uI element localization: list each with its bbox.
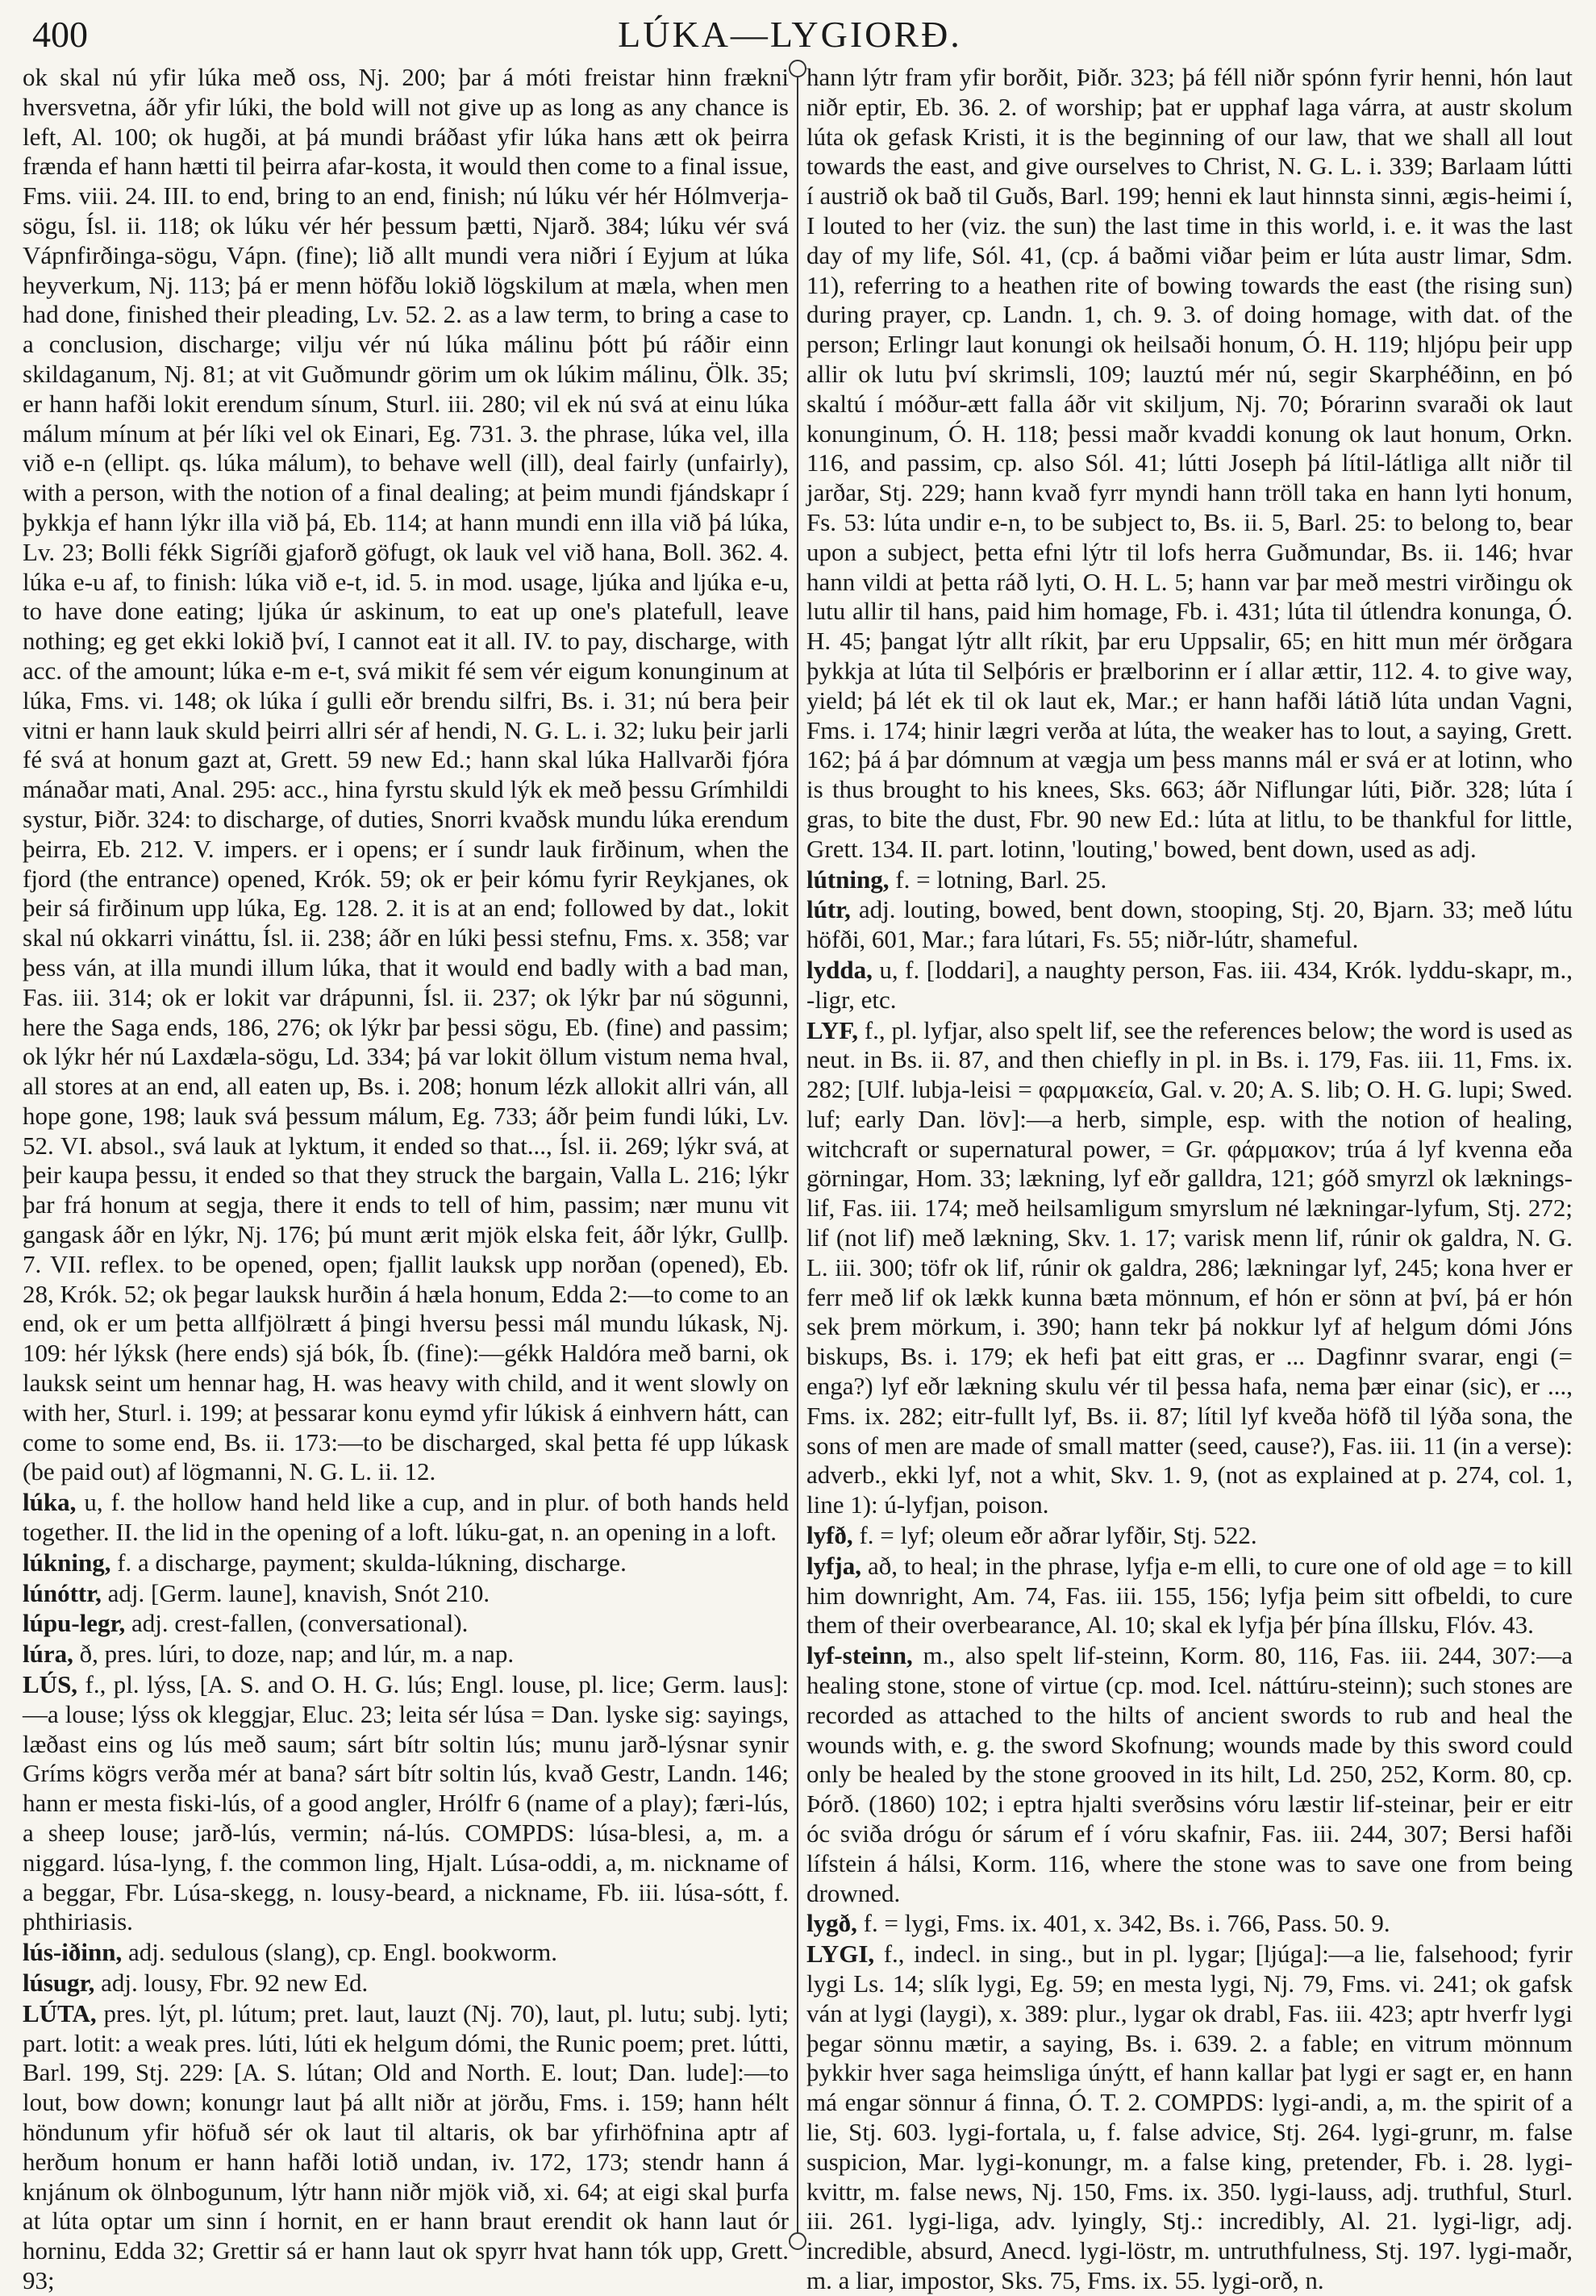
entry-text: u, f. [loddari], a naughty person, Fas. iii. 434, Krók. lyddu-skapr, m., -ligr, etc.: [806, 955, 1573, 1014]
entry-headword: lygð,: [806, 1909, 857, 1938]
entry-text: f., indecl. in sing., but in pl. lygar; [ljúga]:—a lie, falsehood; fyrir lygi Ls. 14; slík lygi, Eg. 59; en mesta lygi, Nj. 79, Fms. vi. 241; ok gafsk ván at lygi (laygi), x. 389: plur., lygar ok drabl, Fas. iii. 423; aptr hverfr lygi þegar sönnu mætir, a saying, Bs. i. 639. 2. a fable; en vitrum mönnum þykkir hver saga heimsliga únýtt, ef hann kallar þat lygi er sagt er, en hann má engar sönnur á finna, Ó. T. 2. COMPDS: lygi-andi, a, m. the spirit of a lie, Stj. 603. lygi-fortala, u, f. false advice, Stj. 264. lygi-grunr, m. false suspicion, Mar. lygi-konungr, m. a false king, pretender, Fb. i. 28. lygi-kvittr, m. false news, Nj. 150, Fms. ix. 350. lygi-lauss, adj. truthful, Sturl. iii. 261. lygi-liga, adv. lyingly, Stj.: incredibly, Al. 21. lygi-ligr, adj. incredible, absurd, Anecd. lygi-löstr, m. untruthfulness, Stj. 197. lygi-maðr, m. a liar, impostor, Sks. 75, Fms. ix. 55. lygi-orð, n.: [806, 1940, 1573, 2294]
dictionary-entry: [806, 1909, 1573, 1939]
entry-text: pres. lýt, pl. lútum; pret. laut, lauzt (Nj. 70), laut, pl. lutu; subj. lyti; part. lotit: a weak pres. lúti, lúti ek helgum dómi, the Runic poem; pret. lútti, Barl. 199, Stj. 229: [A. S. lútan; Old and North. E. lout; Dan. lude]:—to lout, bow down; konungr laut þá allt niðr at jörðu, Fms. i. 159; hann hélt höndunum yfir höfuð sér ok laut til altaris, ok bar yfirhöfnina aptr af herðum honum er hann hafði lotið undan, iv. 172, 173; stendr hann á knjánum ok ölnbogunum, lýtr hann niðr mjök við, xi. 64; at eigi skal þurfa at lúta optar um sinn í hornit, en er hann braut erendit ok hann laut ór horninu, Edda 32; Grettir sá er hann laut ok spyrr hvat hann tók upp, Grett. 93;: [23, 1998, 789, 2294]
entry-headword: lúpu-legr,: [23, 1609, 126, 1638]
dictionary-entry: [806, 1641, 1573, 1908]
dictionary-entry: [23, 1579, 789, 1609]
entry-headword: lyfð,: [806, 1521, 853, 1550]
page-header: [32, 15, 1548, 55]
dictionary-entry: [23, 1609, 789, 1639]
dictionary-entry: [806, 895, 1573, 955]
entry-headword: lútr,: [806, 895, 851, 924]
entry-headword: lús-iðinn,: [23, 1938, 123, 1967]
entry-text: f. = lyf; oleum eðr aðrar lyfðir, Stj. 522.: [859, 1521, 1257, 1550]
column-divider-bottom-ornament: [789, 2232, 806, 2250]
entry-headword: LYF,: [806, 1015, 859, 1044]
page-number: 400: [32, 14, 88, 55]
entry-text: m., also spelt lif-steinn, Korm. 80, 116, Fas. iii. 244, 307:—a healing stone, stone of virtue (cp. mod. Icel. náttúru-steinn); such stones are recorded as attached to the hilts of ancient swords to rub and heal the wounds with, e. g. the sword Skofnung; wounds made by this sword could only be healed by the stone grooved in its hilt, Ld. 250, 252, Korm. 80, cp. Þórð. (1860) 102; i eptra hjalti sverðsins vóru læstir lif-steinar, þeir er eitr óc sviða drógu ór sárum ef í vóru skafnir, Fas. iii. 244, 307; Bersi hafði lífstein á hálsi, Korm. 116, where the stone was to save one from being drowned.: [806, 1641, 1573, 1907]
entry-text: adj. sedulous (slang), cp. Engl. bookworm.: [127, 1938, 558, 1967]
left-column: [23, 63, 790, 2294]
dictionary-entry: [23, 1670, 789, 1937]
entry-headword: lútning,: [806, 865, 890, 894]
entry-text: f. a discharge, payment; skulda-lúkning, discharge.: [117, 1548, 627, 1577]
dictionary-entry: [23, 1548, 789, 1578]
dictionary-entry: [806, 1552, 1573, 1640]
entry-headword: LÚS,: [23, 1670, 78, 1699]
entry-text: f. = lygi, Fms. ix. 401, x. 342, Bs. i. 766, Pass. 50. 9.: [863, 1909, 1390, 1938]
entry-headword: LYGI,: [806, 1940, 875, 1969]
entry-text: ð, pres. lúri, to doze, nap; and lúr, m. a nap.: [79, 1640, 515, 1669]
entry-text: f. = lotning, Barl. 25.: [895, 865, 1107, 894]
right-column: [806, 63, 1573, 2294]
entry-text: ok skal nú yfir lúka með oss, Nj. 200; þar á móti freistar hinn frækni hversvetna, áðr yfir lúki, the bold will not give up as long as any chance is left, Al. 100; ok hugði, at þá mundi bráðast yfir lúka hans ætt ok þeirra frænda ef hann hætti til þeirra afar-kosta, it would then come to a final issue, Fms. viii. 24. III. to end, bring to an end, finish; nú lúku vér hér Hólmverja-sögu, Ísl. ii. 118; ok lúku vér hér þessum þætti, Njarð. 384; lúku vér svá Vápnfirðinga-sögu, Vápn. (fine); lið allt mundi vera niðri í Eyjum at lúka heyverkum, Nj. 113; þá er menn höfðu lokið lögskilum at mæla, when men had done, finished their pleading, Lv. 52. 2. as a law term, to bring a case to a conclusion, discharge; vilju vér nú lúka málinu þótt þú ráðir einn skildaganum, Nj. 81; at vit Guðmundr görim um ok lúkim málinu, Ölk. 35; er hann hafði lokit erendum sínum, Sturl. iii. 280; vil ek nú svá at einu lúka málum mínum at þér líki vel ok Einari, Eg. 731. 3. the phrase, lúka vel, illa við e-n (ellipt. qs. lúka málum), to behave well (ill), deal fairly (unfairly), with a person, with the notion of a final dealing; at þeim mundi fjándskapr í þykkja ef hann lýkr illa við þá, Eb. 114; at hann mundi enn illa við þá lúka, Lv. 23; Bolli fékk Sigríði gjaforð göfugt, ok lauk vel við hana, Boll. 362. 4. lúka e-u af, to finish: lúka við e-t, id. 5. in mod. usage, ljúka and ljúka e-u, to have done eating; ljúka úr askinum, to eat up one's platefull, leave nothing; eg get ekki lokið því, I cannot eat it all. IV. to pay, discharge, with acc. of the amount; lúka e-m e-t, svá mikit fé sem vér eigum konunginum at lúka, Fms. vi. 148; ok lúka í gulli eðr brendu silfri, Bs. i. 31; nú bera þeir vitni er hann lauk skuld þeirri allri sér af hendi, N. G. L. i. 32; luku þeir jarli fé svá at honum gazt at, Grett. 59 new Ed.; hann skal lúka Hallvarði fjóra mánaðar mati, Anal. 295: acc., hina fyrstu skuld lýk ek með þessu Grímhildi systur, Þiðr. 324: to discharge, of duties, Snorri kvaðsk mundu lúka erendum þeirra, Eb. 212. V. impers. er i opens; er í sundr lauk firðinum, when the fjord (the entrance) opened, Krók. 59; ok er þeir kómu fyrir Reykjanes, ok þeir sá firðinum upp lúka, Eg. 128. 2. it is at an end; followed by dat., lokit skal nú okkarri vináttu, Ísl. ii. 238; áðr en lúki þessi stefnu, Fms. x. 358; var þess ván, at illa mundi illum lúka, that it would end badly with a bad man, Fas. iii. 314; ok er lokit var drápunni, Ísl. ii. 237; ok lýkr þar nú sögunni, here the Saga ends, 186, 276; ok lýkr þar þessi sögu, Eb. (fine) and passim; ok lýkr hér nú Laxdæla-sögu, Ld. 334; þá var lokit öllum vistum nema hval, all stores at an end, all eaten up, Bs. i. 208; honum lézk allokit allri ván, all hope gone, 198; lauk svá þessum málum, Eg. 733; áðr þeim fundi lúki, Lv. 52. VI. absol., svá lauk at lyktum, it ended so that..., Ísl. ii. 269; lýkr svá, at þeir kaupa þessu, it ended so that they struck the bargain, Valla L. 216; lýkr þar frá honum at segja, there it ends to tell of him, passim; nær munu vit gangask áðr en lýkr, Nj. 176; þú munt ærit mjök elska feit, áðr lýkr, Gullþ. 7. VII. reflex. to be opened, open; fjallit lauksk upp norðan (opened), Eb. 28, Krók. 52; ok þegar lauksk hurðin á hæla honum, Edda 2:—to come to an end, ok er um þetta allfjölrætt á þingi hversu þessi mál mundu lúkask, Nj. 109: hér lýksk (here ends) sjá bók, Íb. (fine):—gékk Haldóra með barni, ok lauksk seint um hennar hag, H. was heavy with child, and it went slowly on with her, Sturl. i. 199; at þessarar konu eymd yfir lúkisk á einhvern hátt, can come to some end, Bs. ii. 173:—to be discharged, skal þetta fé upp lúkask (be paid out) af lögmanni, N. G. L. ii. 12.: [23, 63, 789, 1486]
dictionary-entry: [806, 1940, 1573, 2296]
entry-headword: lúnóttr,: [23, 1578, 102, 1607]
column-divider: [797, 65, 798, 2242]
entry-text: adj. louting, bowed, bent down, stooping, Stj. 20, Bjarn. 33; með lútu höfði, 601, Mar.; fara lútari, Fs. 55; niðr-lútr, shameful.: [806, 895, 1573, 954]
dictionary-entry: [806, 956, 1573, 1015]
dictionary-entry: [23, 63, 789, 1487]
entry-headword: lúra,: [23, 1640, 73, 1669]
dictionary-entry: [23, 1999, 789, 2296]
dictionary-entry: [23, 1640, 789, 1669]
entry-headword: lydda,: [806, 955, 873, 984]
entry-text: adj. crest-fallen, (conversational).: [131, 1609, 469, 1638]
entry-headword: lúsugr,: [23, 1969, 95, 1997]
dictionary-entry: [806, 1016, 1573, 1521]
entry-text: f., pl. lyfjar, also spelt lif, see the references below; the word is used as neut. in Bs. ii. 87, and then chiefly in pl. in Bs. i. 179, Fas. iii. 11, Fms. ix. 282; [Ulf. lubja-leisi = φαρμακεία, Gal. v. 20; A. S. lib; O. H. G. lupi; Swed. luf; early Dan. löv]:—a herb, simple, esp. with the notion of healing, witchcraft or supernatural power, = Gr. φάρμακον; trúa á lyf kvenna eða görningar, Hom. 33; lækning, lyf eðr galldra, 121; góð smyrzl ok læknings-lif, Fas. iii. 174; með heilsamligum smyrslum né lækningar-lyfum, Stj. 272; lif (not lif) með lækning, Skv. 1. 17; varisk menn lif, rúnir ok galdra, N. G. L. iii. 300; töfr ok lif, rúnir ok galdra, 286; lækningar lyf, 245; kona hver er ferr með lif ok lækk kunna bæta mönnum, ef hón er sönn at því, þá er hón sek þrem mörkum, i. 390; hann tekr þá nokkur lyf af helgum dómi Jóns biskups, Bs. i. 179; ek hefi þat eitt gras, er ... Dagfinnr svarar, engi (= enga?) lyf eðr lækning skulu vér til þessa hafa, nema þær einar (sic), er ..., Fms. ix. 282; eitr-fullt lyf, Bs. ii. 87; lítil lyf kveða höfð til lýða sona, the sons of men are made of small matter (seed, cause?), Fas. iii. 11 (in a verse): adverb., ekki lyf, not a whit, Skv. 1. 9, (not as explained at p. 274, col. 1, line 1): ú-lyfjan, poison.: [806, 1015, 1573, 1519]
entry-text: að, to heal; in the phrase, lyfja e-m elli, to cure one of old age = to kill him downright, Am. 74, Fas. iii. 155, 156; lyfja þeim sitt ofbeldi, to cure them of their overbearance, Al. 10; skal ek lyfja þér þína íllsku, Flóv. 43.: [806, 1551, 1573, 1640]
dictionary-entry: [23, 1938, 789, 1968]
dictionary-entry: [23, 1969, 789, 1998]
entry-headword: lyfja,: [806, 1551, 862, 1580]
running-head: LÚKA—LYGIORÐ.: [618, 14, 962, 55]
dictionary-entry: [23, 1488, 789, 1548]
column-divider-top-ornament: [789, 60, 806, 77]
dictionary-entry: [806, 1521, 1573, 1551]
entry-text: adj. lousy, Fbr. 92 new Ed.: [101, 1969, 369, 1997]
entry-text: f., pl. lýss, [A. S. and O. H. G. lús; Engl. louse, pl. lice; Germ. laus]:—a louse; lýss ok kleggjar, Eluc. 23; leita sér lúsa = Dan. lyske sig: sayings, læðast eins og lús með saum; sárt bítr soltin lús; munu jarð-lýsnar synir Gríms kögrs verða mér at bana? sárt bítr soltin lús, kvað Gestr, Landn. 146; hann er mesta fiski-lús, of a good angler, Hrólfr 6 (name of a play); færi-lús, a sheep louse; jarð-lús, vermin; ná-lús. COMPDS: lúsa-blesi, a, m. a niggard. lúsa-lyng, f. the common ling, Hjalt. Lúsa-oddi, a, m. nickname of a beggar, Fbr. Lúsa-skegg, n. lousy-beard, a nickname, Fb. iii. lúsa-sótt, f. phthiriasis.: [23, 1670, 790, 1936]
entry-headword: LÚTA,: [23, 1998, 97, 2027]
entry-text: hann lýtr fram yfir borðit, Þiðr. 323; þá féll niðr spónn fyrir henni, hón laut niðr eptir, Eb. 36. 2. of worship; þat er upphaf laga várra, at austr skolum lúta ok gefask Kristi, it is the beginning of our law, that we shall all lout towards the east, and give ourselves to Christ, N. G. L. i. 339; Barlaam lútti í austrið ok bað til Guðs, Barl. 199; henni ek laut hinnsta sinni, ægis-heimi í, I louted to her (viz. the sun) the last time in this world, i. e. it was the last day of my life, Sól. 41, (cp. á baðmi viðar þeim er lúta austr limar, Sdm. 11), referring to a heathen rite of bowing towards the east (the rising sun) during prayer, cp. Landn. 1, ch. 9. 3. of doing homage, with dat. of the person; Erlingr laut konungi ok heilsaði honum, Ó. H. 119; hljópu þeir upp allir ok lutu því skrimsli, 109; lauztú mér nú, segir Skarphéðinn, en þó skaltú í móður-ætt falla áðr vit skiljum, Nj. 70; Þórarinn svaraði ok laut konunginum, Ó. H. 118; þessi maðr kvaddi konung ok laut honum, Orkn. 116, and passim, cp. also Sól. 41; lútti Joseph þá lítil-látliga allt niðr til jarðar, Stj. 229; hann kvað fyrr myndi hann tröll taka en hann lyti honum, Fs. 53: lúta undir e-n, to be subject to, Bs. ii. 5, Barl. 25: to belong to, bear upon a subject, þetta efni lýtr til lofs herra Guðmundar, Bs. ii. 146; hvar hann vildi at þetta ráð lyti, O. H. L. 5; hann var þar með mestri virðingu ok lutu allir til hans, paid him homage, Fb. i. 431; lúta til útlendra konunga, Ó. H. 45; þangat lýtr allt ríkit, þar eru Uppsalir, 65; en hitt mun mér örðgara þykkja at lúta til Selþóris er þrælborinn er í allar ættir, 112. 4. to give way, yield; þá lét ek til ok laut ek, Mar.; er hann hafði látið lúta undan Vagni, Fms. i. 174; hinir lægri verða at lúta, the weaker has to lout, a saying, Grett. 162; þá á þar dómnum at vægja um þess manns mál er svá er at lotinn, who is thus brought to his knees, Sks. 663; áðr Niflungar lúti, Þiðr. 328; lúta í gras, to bite the dust, Fbr. 90 new Ed.: lúta at litlu, to be thankful for little, Grett. 134. II. part. lotinn, 'louting,' bowed, bent down, used as adj.: [806, 63, 1573, 863]
entry-headword: lúka,: [23, 1488, 77, 1517]
entry-text: u, f. the hollow hand held like a cup, and in plur. of both hands held together. II. the lid in the opening of a loft. lúku-gat, n. an opening in a loft.: [23, 1488, 790, 1547]
entry-headword: lyf-steinn,: [806, 1641, 913, 1670]
entry-text: adj. [Germ. laune], knavish, Snót 210.: [107, 1578, 490, 1607]
entry-headword: lúkning,: [23, 1548, 111, 1577]
dictionary-entry: [806, 865, 1573, 895]
dictionary-entry: [806, 63, 1573, 865]
